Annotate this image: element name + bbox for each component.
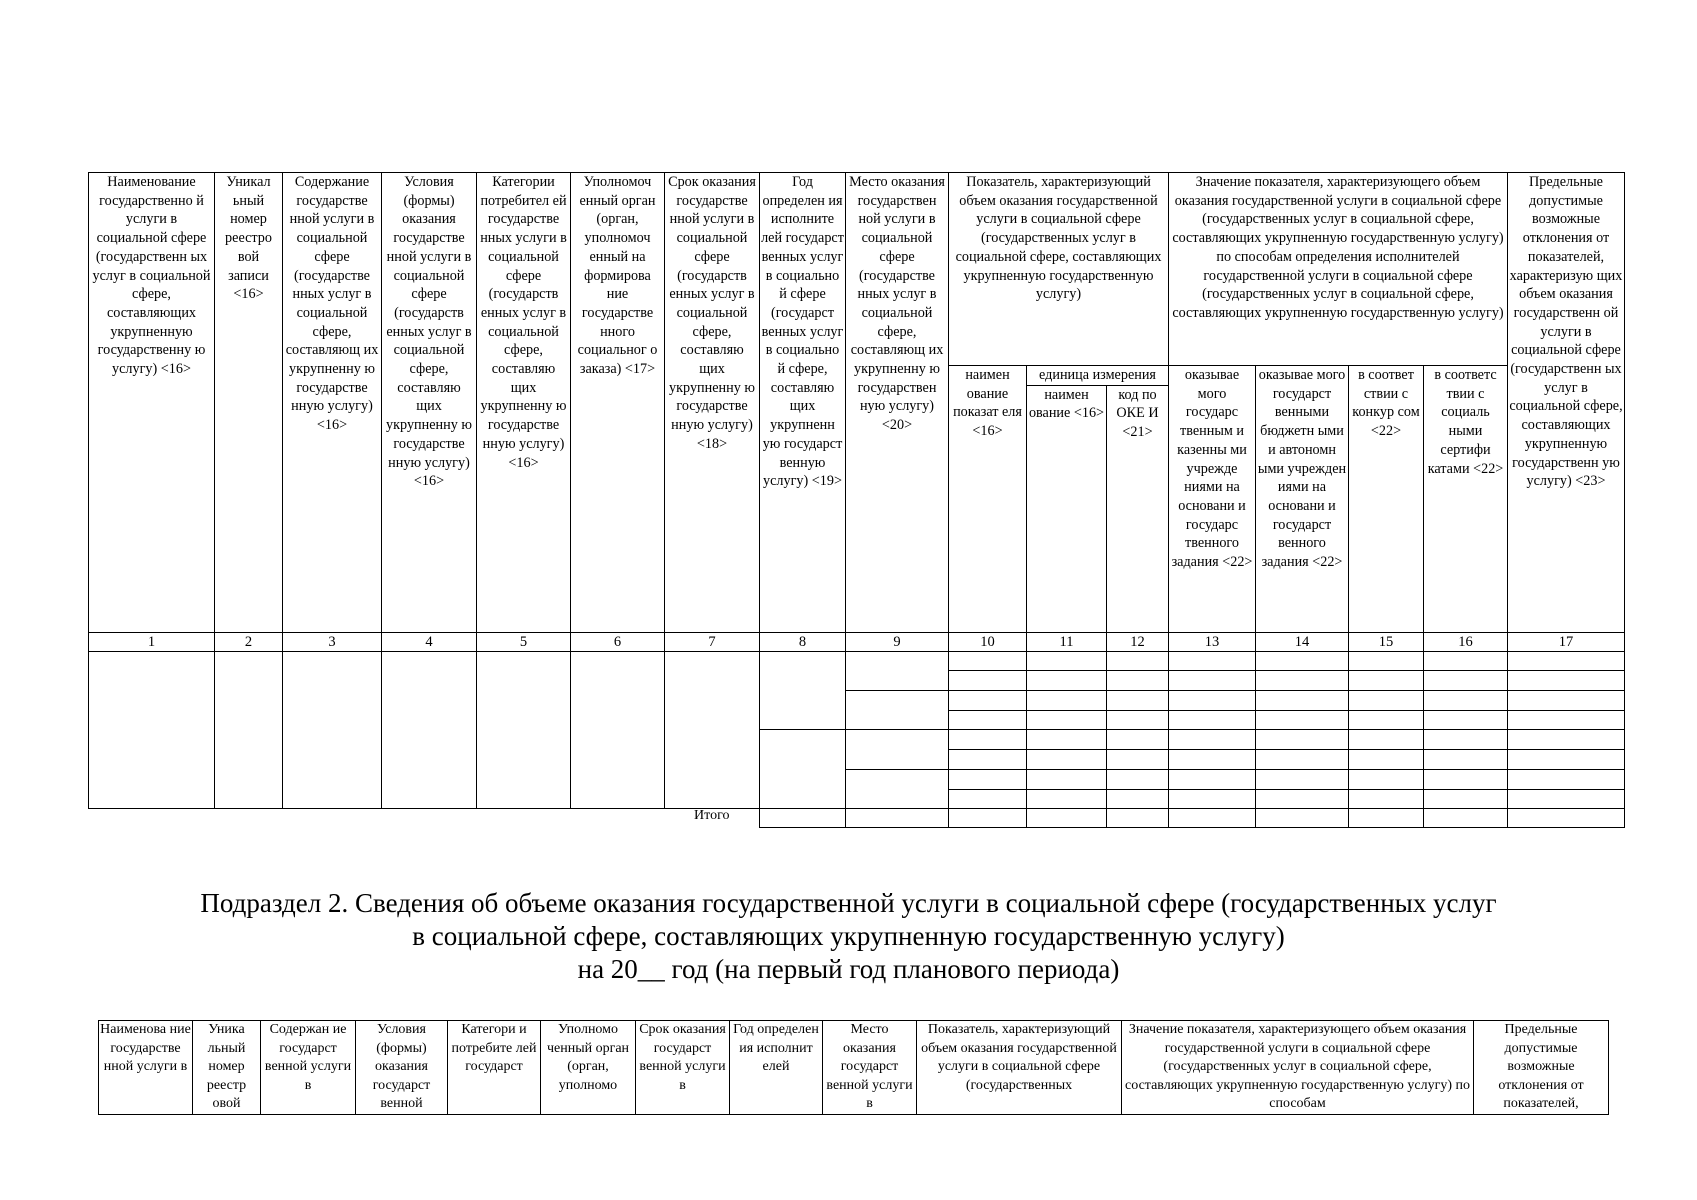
total-label: Итого: [694, 808, 730, 824]
volume-table-subsection-2: [98, 1020, 1609, 1115]
table-cell: [760, 809, 846, 828]
table-cell: [1256, 769, 1349, 789]
table-cell: [283, 809, 382, 828]
col-number: 8: [760, 632, 846, 651]
value-group-header: Значение показателя, характеризующего объем оказания государственной услуги в социальной сфере (государственных услуг в социальной сфере, составляющих укрупненную государственную услугу) по способам определения исполнителей государственной услуги в социальной сфере (государственных услуг в социальной сфере, составляющих укрупненную государственную услугу): [1169, 173, 1508, 366]
table-cell: [949, 710, 1027, 730]
col3-header: Содержание государстве нной услуги в социальной сфере (государстве нных услуг в социальной сфере, составляющ их укрупненну ю государстве нную услугу) <16>: [283, 173, 382, 633]
table-cell: [1169, 809, 1256, 828]
table-cell: [1169, 789, 1256, 809]
table-cell: [760, 730, 846, 809]
col1-header: Наименование государственно й услуги в социальной сфере (государственн ых услуг в социальной сфере, составляющих укрупненную государственну ю услугу) <16>: [89, 173, 215, 633]
t2-col3-header: Содержан ие государст венной услуги в: [261, 1021, 356, 1115]
table-cell: [89, 809, 215, 828]
col-number: 7: [665, 632, 760, 651]
table-cell: [1256, 651, 1349, 671]
table-cell: [1508, 710, 1625, 730]
table-cell: [1256, 789, 1349, 809]
table-cell: [1169, 710, 1256, 730]
table-cell: [283, 651, 382, 809]
table-cell: [1107, 730, 1169, 750]
col8-header: Год определен ия исполните лей государст венных услуг в социально й сфере (государст венных услуг в социально й сфере, составляю щих укрупненн ую государст венную услугу) <19>: [760, 173, 846, 633]
table-cell: [1107, 789, 1169, 809]
table-cell: [949, 671, 1027, 691]
total-row: [89, 809, 1625, 828]
col13-header: оказывае мого государс твенным и казенны ми учрежде ниями на основани и государс твенного задания <22>: [1169, 366, 1256, 633]
col2-header: Уникал ьный номер реестро вой записи <16>: [215, 173, 283, 633]
t2-col9-header: Место оказания государст венной услуги в: [823, 1021, 917, 1115]
table-cell: [1424, 789, 1508, 809]
col-number: 16: [1424, 632, 1508, 651]
table-cell: [1107, 691, 1169, 711]
col-number: 9: [846, 632, 949, 651]
t2-indicator-header: Показатель, характеризующий объем оказания государственной услуги в социальной сфере (государственных: [917, 1021, 1122, 1115]
indicator-group-header: Показатель, характеризующий объем оказания государственной услуги в социальной сфере (государственных услуг в социальной сфере, составляющих укрупненную государственную услугу): [949, 173, 1169, 366]
table-cell: [1169, 671, 1256, 691]
col14-header: оказывае мого государст венными бюджетн ыми и автономн ыми учрежден иями на основани и государст венного задания <22>: [1256, 366, 1349, 633]
table-cell: [949, 651, 1027, 671]
table-cell: [1349, 710, 1424, 730]
table-cell: [1424, 809, 1508, 828]
table-cell: [571, 651, 665, 809]
col-number: 15: [1349, 632, 1424, 651]
table-cell: [1169, 730, 1256, 750]
table-cell: [1424, 769, 1508, 789]
table-cell: [1349, 651, 1424, 671]
col-number: 4: [382, 632, 477, 651]
table-cell: [1508, 769, 1625, 789]
col-number: 17: [1508, 632, 1625, 651]
table-cell: [1349, 789, 1424, 809]
col4-header: Условия (формы) оказания государстве нной услуги в социальной сфере (государств енных услуг в социальной сфере, составляю щих укрупненну ю государстве нную услугу) <16>: [382, 173, 477, 633]
table-cell: [1027, 769, 1107, 789]
table-cell: [949, 691, 1027, 711]
table-cell: [846, 809, 949, 828]
table-cell: [1349, 809, 1424, 828]
table-cell: [1424, 750, 1508, 770]
table-cell: [1169, 769, 1256, 789]
heading-line-1: Подраздел 2. Сведения об объеме оказания государственной услуги в социальной сфере (государственных услуг: [200, 888, 1497, 918]
table-cell: [949, 789, 1027, 809]
table-cell: [382, 809, 477, 828]
table-cell: [1508, 809, 1625, 828]
col10-header: наимен ование показат еля <16>: [949, 366, 1027, 633]
table-cell: [1027, 730, 1107, 750]
table-cell: [215, 651, 283, 809]
table-cell: [1027, 789, 1107, 809]
table-cell: [215, 809, 283, 828]
col-number: 13: [1169, 632, 1256, 651]
table-cell: [1027, 710, 1107, 730]
table-cell: [1508, 750, 1625, 770]
t2-col6-header: Уполномо ченный орган (орган, уполномо: [541, 1021, 636, 1115]
heading-line-3: на 20__ год (на первый год планового периода): [577, 954, 1120, 984]
table-cell: [1256, 730, 1349, 750]
table-cell: [1256, 809, 1349, 828]
table-cell: [477, 809, 571, 828]
col15-header: в соответ ствии с конкур сом <22>: [1349, 366, 1424, 633]
table-cell: [1508, 651, 1625, 671]
table-cell: [1508, 691, 1625, 711]
table-cell: [1256, 691, 1349, 711]
t2-value-header: Значение показателя, характеризующего объем оказания государственной услуги в социальной сфере (государственных услуг в социальной сфере, составляющих укрупненную государственную услугу) по способам: [1122, 1021, 1474, 1115]
table-cell: [1508, 671, 1625, 691]
col-number: 6: [571, 632, 665, 651]
table-cell: [949, 730, 1027, 750]
table-cell: [949, 809, 1027, 828]
table-cell: [1424, 691, 1508, 711]
col-number: 10: [949, 632, 1027, 651]
table-cell: [1169, 691, 1256, 711]
table-cell: [382, 651, 477, 809]
table-cell: [949, 750, 1027, 770]
col7-header: Срок оказания государстве нной услуги в социальной сфере (государств енных услуг в социальной сфере, составляю щих укрупненну ю государстве нную услугу) <18>: [665, 173, 760, 633]
table-cell: [949, 769, 1027, 789]
col16-header: в соответс твии с социаль ными сертифи катами <22>: [1424, 366, 1508, 633]
table-cell: [1349, 671, 1424, 691]
t2-col17-header: Предельные допустимые возможные отклонения от показателей,: [1474, 1021, 1609, 1115]
col-number: 12: [1107, 632, 1169, 651]
table-cell: [1508, 730, 1625, 750]
col12-header: код по ОКЕ И <21>: [1107, 385, 1169, 632]
table-cell: [1424, 730, 1508, 750]
table-cell: [1107, 671, 1169, 691]
table-cell: [846, 651, 949, 690]
table-cell: [1349, 730, 1424, 750]
col6-header: Уполномоч енный орган (орган, уполномоч енный на формирова ние государстве нного социальног о заказа) <17>: [571, 173, 665, 633]
table-cell: [1349, 769, 1424, 789]
col11-header: наимен ование <16>: [1027, 385, 1107, 632]
table-cell: [1027, 651, 1107, 671]
t2-col2-header: Уника льный номер реестр овой: [193, 1021, 261, 1115]
t2-col4-header: Условия (формы) оказания государст венной: [356, 1021, 448, 1115]
col-number: 11: [1027, 632, 1107, 651]
t2-col7-header: Срок оказания государст венной услуги в: [636, 1021, 730, 1115]
unit-group-header: единица измерения: [1027, 366, 1169, 386]
col-number: 3: [283, 632, 382, 651]
col-number: 1: [89, 632, 215, 651]
table-cell: [1424, 671, 1508, 691]
t2-col1-header: Наименова ние государстве нной услуги в: [99, 1021, 193, 1115]
table-cell: [571, 809, 665, 828]
table-cell: [1107, 809, 1169, 828]
subsection-2-heading: [0, 887, 1697, 986]
table-cell: [665, 651, 760, 809]
table-cell: [1107, 651, 1169, 671]
table-cell: [1256, 750, 1349, 770]
col-number: 2: [215, 632, 283, 651]
table-cell: [1107, 710, 1169, 730]
table-cell: [89, 651, 215, 809]
t2-col8-header: Год определен ия исполнит елей: [730, 1021, 823, 1115]
table-cell: [1256, 710, 1349, 730]
table-cell: [1508, 789, 1625, 809]
table-cell: [1107, 750, 1169, 770]
table-cell: [1349, 691, 1424, 711]
table-cell: [1256, 671, 1349, 691]
table-cell: [1107, 769, 1169, 789]
table-cell: [1424, 710, 1508, 730]
table-cell: [846, 691, 949, 730]
t2-col5-header: Категори и потребите лей государст: [448, 1021, 541, 1115]
col17-header: Предельные допустимые возможные отклонения от показателей, характеризую щих объем оказания государственн ой услуги в социальной сфере (государственн ых услуг в социальной сфере, составляющих укрупненную государственн ую услугу) <23>: [1508, 173, 1625, 633]
table-cell: [1027, 809, 1107, 828]
col-number: 5: [477, 632, 571, 651]
table-cell: [1169, 651, 1256, 671]
column-number-row: [89, 632, 1625, 651]
table-cell: [760, 651, 846, 730]
col5-header: Категории потребител ей государстве нных услуги в социальной сфере (государств енных услуг в социальной сфере, составляю щих укрупненну ю государстве нную услугу) <16>: [477, 173, 571, 633]
table-cell: [477, 651, 571, 809]
heading-line-2: в социальной сфере, составляющих укрупненную государственную услугу): [412, 921, 1285, 951]
table-cell: [846, 769, 949, 808]
col-number: 14: [1256, 632, 1349, 651]
table-cell: [1169, 750, 1256, 770]
table-cell: [846, 730, 949, 769]
table-cell: [1027, 750, 1107, 770]
table-cell: [1424, 651, 1508, 671]
table-cell: [1349, 750, 1424, 770]
volume-table-subsection-1: [88, 172, 1625, 828]
col9-header: Место оказания государствен ной услуги в социальной сфере (государстве нных услуг в социальной сфере, составляющ их укрупненну ю государствен ную услугу) <20>: [846, 173, 949, 633]
table-cell: [1027, 671, 1107, 691]
table-cell: [1027, 691, 1107, 711]
